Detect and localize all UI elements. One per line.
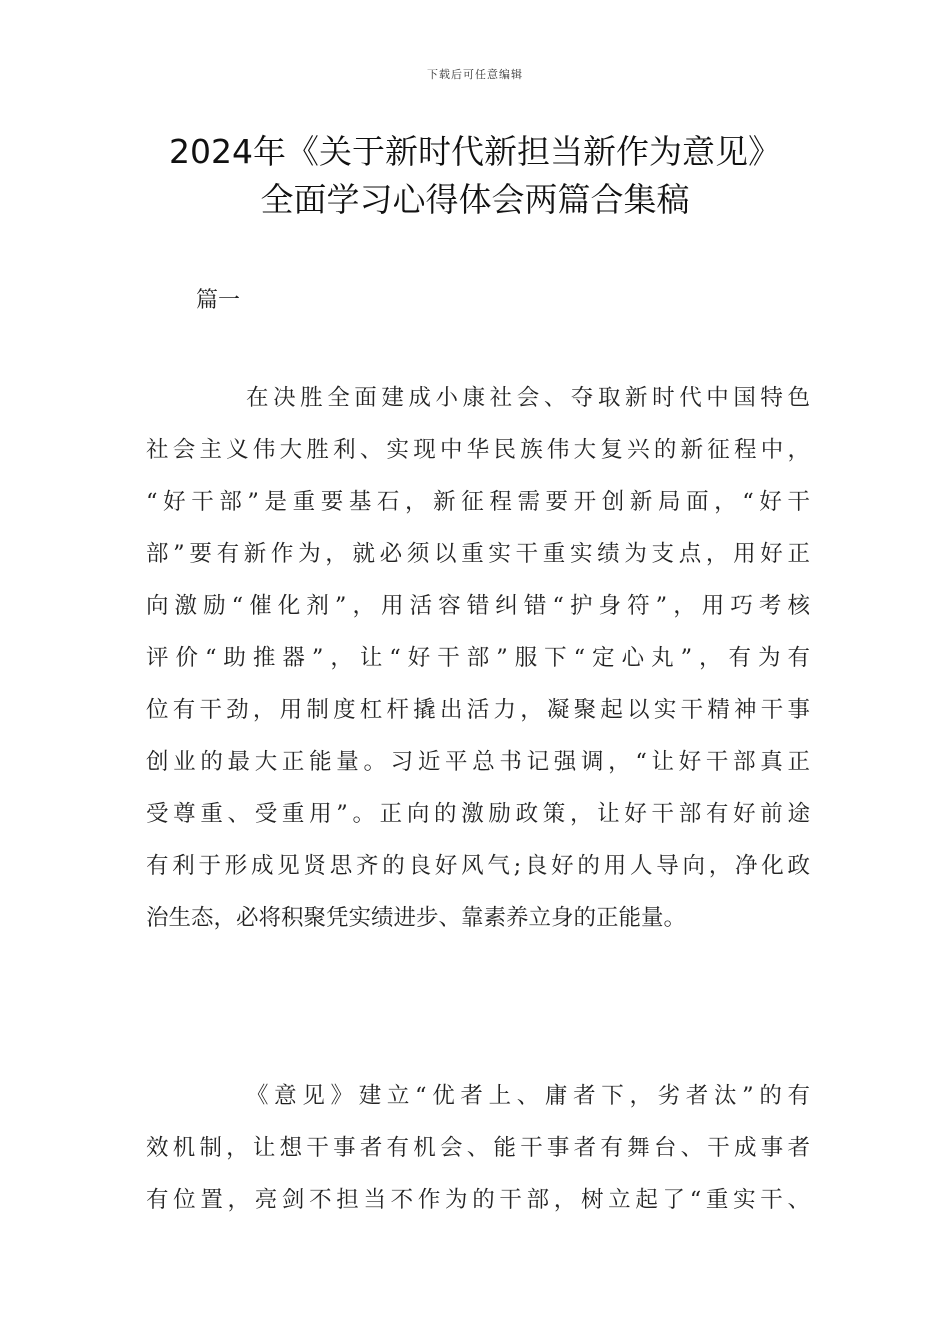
- paragraph-line: 向激励“催化剂”，用活容错纠错“护身符”，用巧考核: [146, 593, 810, 619]
- paragraph-line: 有利于形成见贤思齐的良好风气;良好的用人导向，净化政: [146, 853, 810, 879]
- paragraph-line: “好干部”是重要基石，新征程需要开创新局面，“好干: [146, 489, 810, 515]
- paragraph-1: [146, 372, 810, 944]
- section-label: 篇一: [196, 288, 241, 313]
- paragraph-line: 《意见》建立“优者上、庸者下，劣者汰”的有: [246, 1083, 810, 1109]
- paragraph-2: [146, 1070, 810, 1226]
- paragraph-line: 受尊重、受重用”。正向的激励政策，让好干部有好前途: [146, 801, 810, 827]
- paragraph-line: 评价“助推器”，让“好干部”服下“定心丸”，有为有: [146, 645, 810, 671]
- title-line-2: 全面学习心得体会两篇合集稿: [260, 180, 690, 219]
- header-note: 下载后可任意编辑: [427, 68, 523, 81]
- title-line-1: 2024年《关于新时代新担当新作为意见》: [169, 132, 781, 171]
- paragraph-line: 部”要有新作为，就必须以重实干重实绩为支点，用好正: [146, 541, 810, 567]
- document-title: [100, 128, 850, 224]
- paragraph-line: 位有干劲，用制度杠杆撬出活力，凝聚起以实干精神干事: [146, 697, 810, 723]
- paragraph-line: 效机制，让想干事者有机会、能干事者有舞台、干成事者: [146, 1135, 810, 1161]
- paragraph-line: 在决胜全面建成小康社会、夺取新时代中国特色: [246, 385, 810, 411]
- paragraph-line: 创业的最大正能量。习近平总书记强调，“让好干部真正: [146, 749, 810, 775]
- paragraph-line: 治生态，必将积聚凭实绩进步、靠素养立身的正能量。: [146, 905, 687, 931]
- paragraph-line: 有位置，亮剑不担当不作为的干部，树立起了“重实干、: [146, 1187, 810, 1213]
- paragraph-line: 社会主义伟大胜利、实现中华民族伟大复兴的新征程中，: [146, 437, 810, 463]
